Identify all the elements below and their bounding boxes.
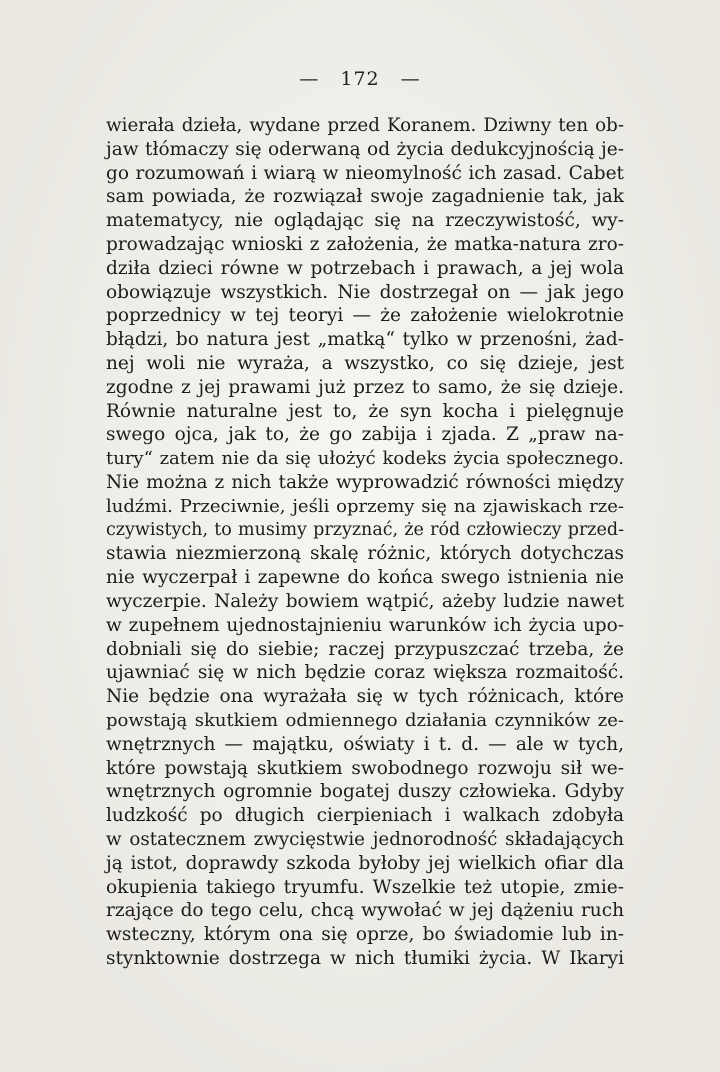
text-line: wyczerpie. Należy bowiem wątpić, ażeby ludzie nawet: [106, 590, 624, 612]
text-line: ujawniać się w nich będzie coraz większa rozmaitość.: [106, 662, 624, 684]
text-line: wierała dzieła, wydane przed Koranem. Dziwny ten ob-: [106, 115, 624, 136]
header-dash-left: —: [299, 68, 320, 90]
text-line: jaw tłómaczy się oderwaną od życia dedukcyjnością je-: [106, 138, 624, 160]
text-line: błądzi, bo natura jest „matką“ tylko w przenośni, żad-: [106, 329, 624, 351]
text-line: zgodne z jej prawami już przez to samo, że się dzieje.: [106, 376, 624, 398]
text-line: wnętrznych — majątku, oświaty i t. d. — ale w tych,: [106, 733, 624, 755]
text-line: sam powiada, że rozwiązał swoje zagadnienie tak, jak: [106, 186, 624, 208]
header-dash-right: —: [400, 68, 421, 90]
text-line: swego ojca, jak to, że go zabija i zjada. Z „praw na-: [106, 424, 624, 446]
text-line: poprzednicy w tej teoryi — że założenie wielokrotnie: [106, 305, 624, 327]
text-line: powstają skutkiem odmiennego działania czynników ze-: [106, 709, 624, 731]
text-line: nie wyczerpał i zapewne do końca swego istnienia nie: [106, 567, 624, 589]
text-line: tury“ zatem nie da się ułożyć kodeks życia społecznego.: [106, 448, 624, 470]
text-line: w ostatecznem zwycięstwie jednorodność składających: [106, 828, 624, 850]
text-line: ją istot, doprawdy szkoda byłoby jej wielkich ofiar dla: [106, 852, 624, 874]
page-number: 172: [340, 68, 380, 90]
text-line: czywistych, to musimy przyznać, że ród człowieczy przed-: [106, 519, 624, 540]
text-line: Nie będzie ona wyrażała się w tych różnicach, które: [106, 686, 624, 708]
text-line: stynktownie dostrzega w nich tłumiki życia. W Ikaryi: [106, 947, 624, 969]
text-line: prowadzając wnioski z założenia, że matka-natura zro-: [106, 233, 624, 255]
text-line: okupienia takiego tryumfu. Wszelkie też utopie, zmie-: [106, 876, 624, 898]
text-line: Nie można z nich także wyprowadzić równości między: [106, 471, 624, 493]
text-line: dziła dzieci równe w potrzebach i prawach, a jej wola: [106, 257, 624, 279]
text-line: go rozumowań i wiarą w nieomylność ich zasad. Cabet: [106, 162, 624, 184]
text-line: obowiązuje wszystkich. Nie dostrzegał on — jak jego: [106, 281, 624, 303]
text-line: dobniali się do siebie; raczej przypuszczać trzeba, że: [106, 638, 624, 660]
page-header: [0, 68, 720, 90]
text-line: Równie naturalne jest to, że syn kocha i pielęgnuje: [106, 400, 624, 422]
text-line: rzające do tego celu, chcą wywołać w jej dążeniu ruch: [106, 900, 624, 922]
text-line: wnętrznych ogromnie bogatej duszy człowieka. Gdyby: [106, 781, 624, 803]
body-text: [106, 114, 624, 971]
text-line: wsteczny, którym ona się oprze, bo świadomie lub in-: [106, 924, 624, 946]
text-line: matematycy, nie oglądając się na rzeczywistość, wy-: [106, 210, 624, 232]
text-line: w zupełnem ujednostajnieniu warunków ich życia upo-: [106, 614, 624, 636]
text-line: ludźmi. Przeciwnie, jeśli oprzemy się na zjawiskach rze-: [106, 495, 624, 517]
text-line: stawia niezmierzoną skalę różnic, których dotychczas: [106, 543, 624, 565]
text-line: nej woli nie wyraża, a wszystko, co się dzieje, jest: [106, 352, 624, 374]
text-line: ludzkość po długich cierpieniach i walkach zdobyła: [106, 805, 624, 827]
text-line: które powstają skutkiem swobodnego rozwoju sił we-: [106, 757, 624, 779]
